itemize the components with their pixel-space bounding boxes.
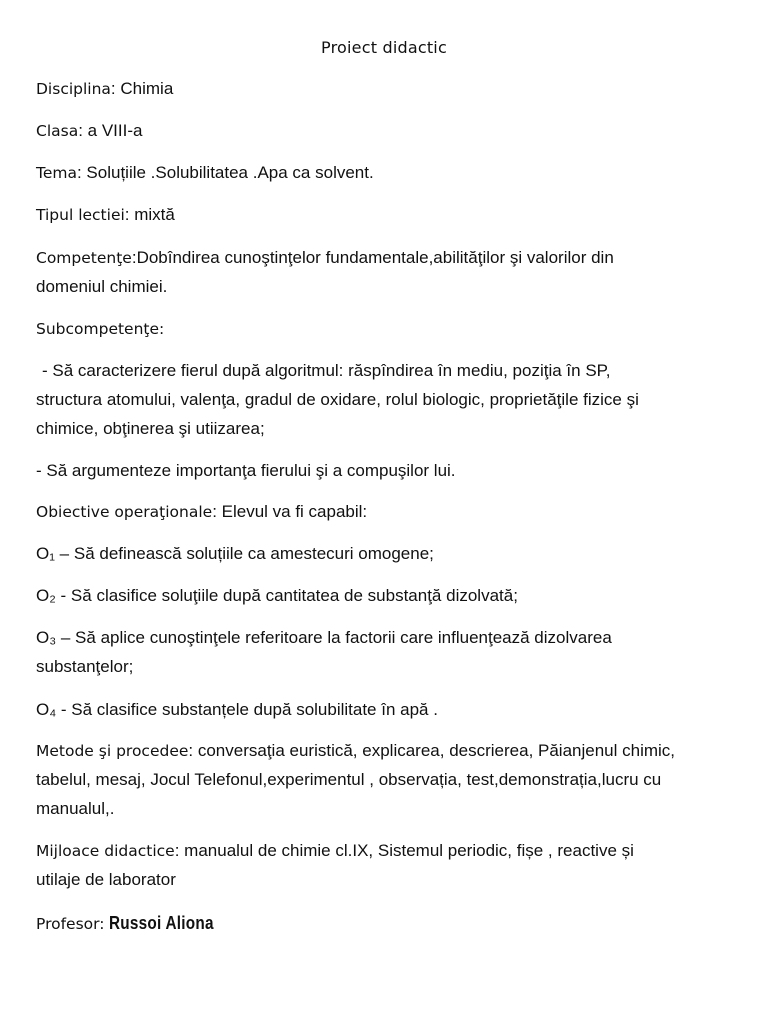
clasa-line xyxy=(36,116,736,146)
tema-line xyxy=(36,158,736,188)
competente-value: :Dobîndirea cunoştinţelor fundamentale,abilităţilor şi valorilor din xyxy=(131,248,614,267)
mijloace-line-2: utilaje de laborator xyxy=(36,870,176,889)
obiective-line xyxy=(36,497,736,527)
mijloace-value: : manualul de chimie cl.IX, Sistemul periodic, fișe , reactive și xyxy=(174,841,634,860)
objective-o3-line-1: O₃ – Să aplice cunoştinţele referitoare la factorii care influenţează dizolvarea xyxy=(36,628,612,647)
subcompetenta-1-line-2: structura atomului, valenţa, gradul de oxidare, rolul biologic, proprietăţile fizice şi xyxy=(36,390,639,409)
subcompetenta-2: - Să argumenteze importanţa fierului şi a compuşilor lui. xyxy=(36,461,456,480)
competente-line xyxy=(36,243,736,273)
objective-o1: O₁ – Să definească soluțiile ca amestecuri omogene; xyxy=(36,544,434,563)
metode-line-3: manualul,. xyxy=(36,799,115,818)
disciplina-line xyxy=(36,74,736,104)
objective-o3-line-2: substanţelor; xyxy=(36,657,134,676)
clasa-label: Clasa xyxy=(36,122,79,140)
disciplina-value: : Chimia xyxy=(110,79,174,98)
profesor-line xyxy=(36,908,736,939)
competente-line-2: domeniul chimiei. xyxy=(36,277,168,296)
objective-o4: O₄ - Să clasifice substanțele după solubilitate în apă . xyxy=(36,700,438,719)
subcompetente-label: Subcompetenţe: xyxy=(36,320,165,338)
tema-value: : Soluțiile .Solubilitatea .Apa ca solvent. xyxy=(76,163,374,182)
obiective-value: : Elevul va fi capabil: xyxy=(212,502,368,521)
tipul-lectiei-value: : mixtă xyxy=(124,205,175,224)
objective-o2: O₂ - Să clasifice soluţiile după cantitatea de substanţă dizolvată; xyxy=(36,586,518,605)
mijloace-line xyxy=(36,836,736,866)
tema-label: Tema xyxy=(36,164,77,182)
metode-line-2: tabelul, mesaj, Jocul Telefonul,experimentul , observația, test,demonstrația,lucru cu xyxy=(36,770,662,789)
tipul-lectiei-label: Tipul lectiei xyxy=(36,206,125,224)
competente-label: Competenţe xyxy=(36,249,132,267)
obiective-label: Obiective operaţionale xyxy=(36,503,213,521)
clasa-value: : a VIII-a xyxy=(78,121,143,140)
metode-label: Metode şi procedee xyxy=(36,742,189,760)
profesor-label: Profesor: xyxy=(36,915,110,933)
subcompetenta-1-line-1: - Să caracterizere fierul după algoritmul: răspîndirea în mediu, poziţia în SP, xyxy=(42,361,611,380)
disciplina-label: Disciplina xyxy=(36,80,111,98)
metode-value: : conversaţia euristică, explicarea, descrierea, Păianjenul chimic, xyxy=(188,741,676,760)
document-title: Proiect didactic xyxy=(321,38,447,57)
tipul-lectiei-line xyxy=(36,200,736,230)
subcompetente-heading xyxy=(36,314,736,344)
profesor-name: Russoi Aliona xyxy=(109,913,215,933)
metode-line xyxy=(36,736,736,766)
subcompetenta-1-line-3: chimice, obţinerea şi utiizarea; xyxy=(36,419,265,438)
mijloace-label: Mijloace didactice xyxy=(36,842,175,860)
